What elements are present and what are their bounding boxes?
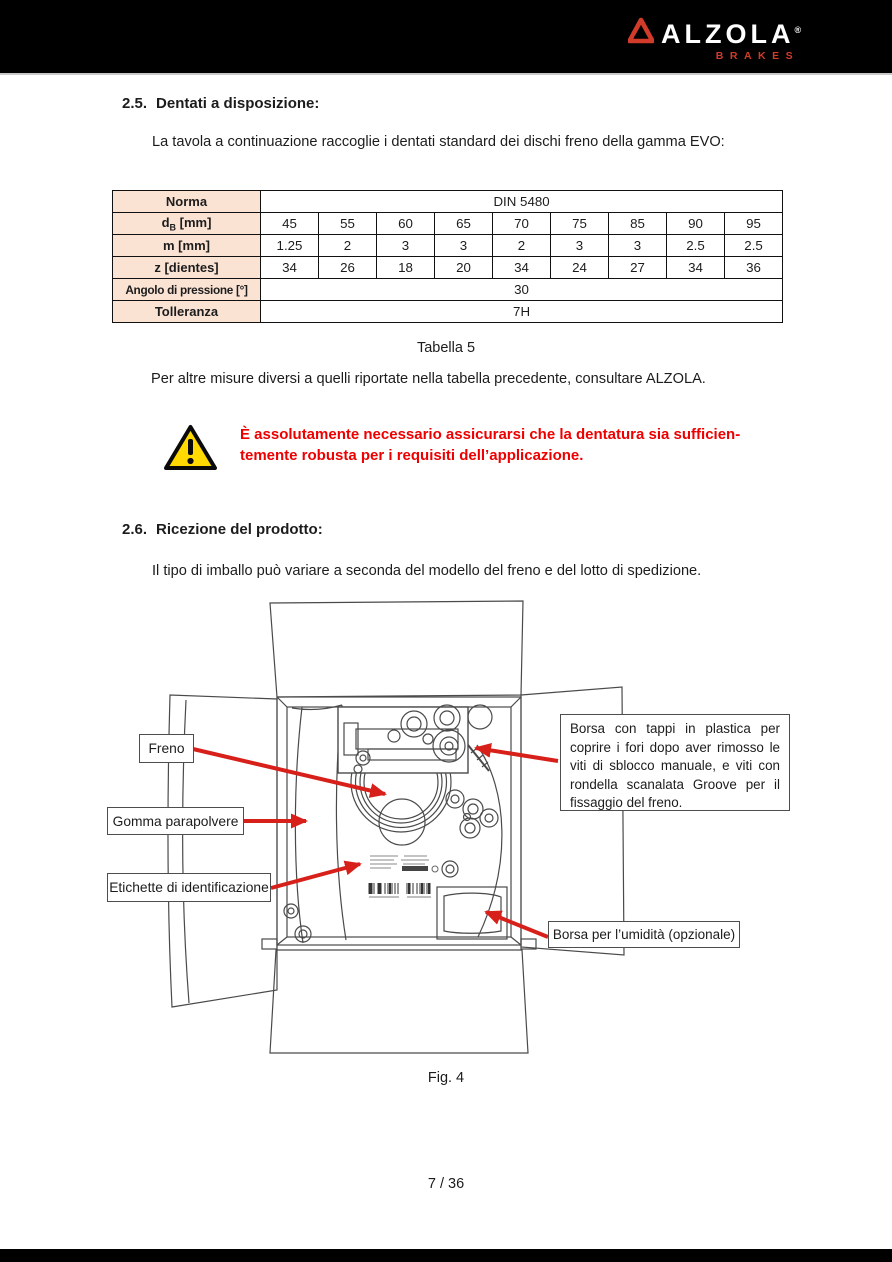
callout-etichette: Etichette di identificazione [107,873,271,902]
cell: 20 [435,257,493,279]
section-title: Ricezione del prodotto: [156,521,323,538]
gear-spec-table [112,190,783,323]
callout-freno: Freno [139,734,194,763]
cell: 45 [261,213,319,235]
table-row [113,191,783,213]
callout-borsa-tappi: Borsa con tappi in plastica per coprire i fori dopo aver rimosso le viti di sblocco manuale, e viti con rondella scanalata Groove per il fissaggio del freno. [560,714,790,811]
section-title: Dentati a disposizione: [156,95,320,112]
table-row [113,235,783,257]
warning-line-2: temente robusta per i requisiti dell’applicazione. [240,447,584,464]
cell: 24 [551,257,609,279]
tolleranza-value: 7H [261,301,783,323]
callout-gomma-parapolvere: Gomma parapolvere [107,807,244,835]
row-header-m: m [mm] [113,235,261,257]
warning-triangle-icon [163,422,218,474]
section-2-5-intro: La tavola a continuazione raccoglie i dentati standard dei dischi freno della gamma EVO: [152,134,725,150]
row-header-db: $d_B$ [mm] [113,213,261,235]
barcodes [369,883,431,897]
page-number: 7 / 36 [427,1176,465,1192]
warning-text [240,424,755,466]
cell: 85 [609,213,667,235]
section-number: 2.5. [122,95,148,112]
section-2-5-heading [122,95,319,112]
cell: 27 [609,257,667,279]
cell: 2 [493,235,551,257]
cell: 26 [319,257,377,279]
brand-subtitle: BRAKES [715,50,800,62]
table-row [113,301,783,323]
cell: 90 [667,213,725,235]
row-header-angolo: Angolo di pressione [°] [113,279,261,301]
norma-value: DIN 5480 [261,191,783,213]
cell: 34 [667,257,725,279]
header-bar [0,0,892,75]
section-2-6-heading [122,521,323,538]
cell: 3 [551,235,609,257]
cell: 70 [493,213,551,235]
footer-bar [0,1249,892,1262]
figure-caption: Fig. 4 [427,1070,465,1086]
brand-logo [628,17,801,62]
cell: 34 [261,257,319,279]
cell: 2 [319,235,377,257]
brand-name: ALZOLA® [661,19,802,49]
cell: 3 [609,235,667,257]
registered-mark: ® [794,25,802,35]
arrow-etichette [271,864,360,888]
cell: 3 [377,235,435,257]
cell: 1.25 [261,235,319,257]
cell: 55 [319,213,377,235]
table-row [113,257,783,279]
cell: 18 [377,257,435,279]
cell: 34 [493,257,551,279]
box-bottom-flap [270,950,528,1053]
warning-line-1: È assolutamente necessario assicurarsi che la dentatura sia sufficien- [240,426,741,443]
callout-borsa-umidita: Borsa per l’umidità (opzionale) [548,921,740,948]
cell: 2.5 [725,235,783,257]
arrow-borsa-tappi [476,748,558,761]
table-row [113,279,783,301]
row-header-norma: Norma [113,191,261,213]
cell: 3 [435,235,493,257]
row-header-z: z [dientes] [113,257,261,279]
cell: 75 [551,213,609,235]
table-caption: Tabella 5 [416,340,476,356]
table-row [113,213,783,235]
disc-hub [379,799,425,845]
section-number: 2.6. [122,521,148,538]
cell: 65 [435,213,493,235]
note-after-table: Per altre misure diversi a quelli riportate nella tabella precedente, consultare ALZOLA. [151,371,706,387]
cell: 2.5 [667,235,725,257]
alzola-triangle-icon [628,17,654,45]
cell: 60 [377,213,435,235]
cell: 95 [725,213,783,235]
box-top-flap [270,601,523,697]
cell: 36 [725,257,783,279]
section-2-6-intro: Il tipo di imballo può variare a seconda del modello del freno e del lotto di spedizione. [152,563,702,579]
arrow-umidita [486,912,548,937]
angolo-value: 30 [261,279,783,301]
leader-arrows [193,748,558,937]
row-header-tolleranza: Tolleranza [113,301,261,323]
